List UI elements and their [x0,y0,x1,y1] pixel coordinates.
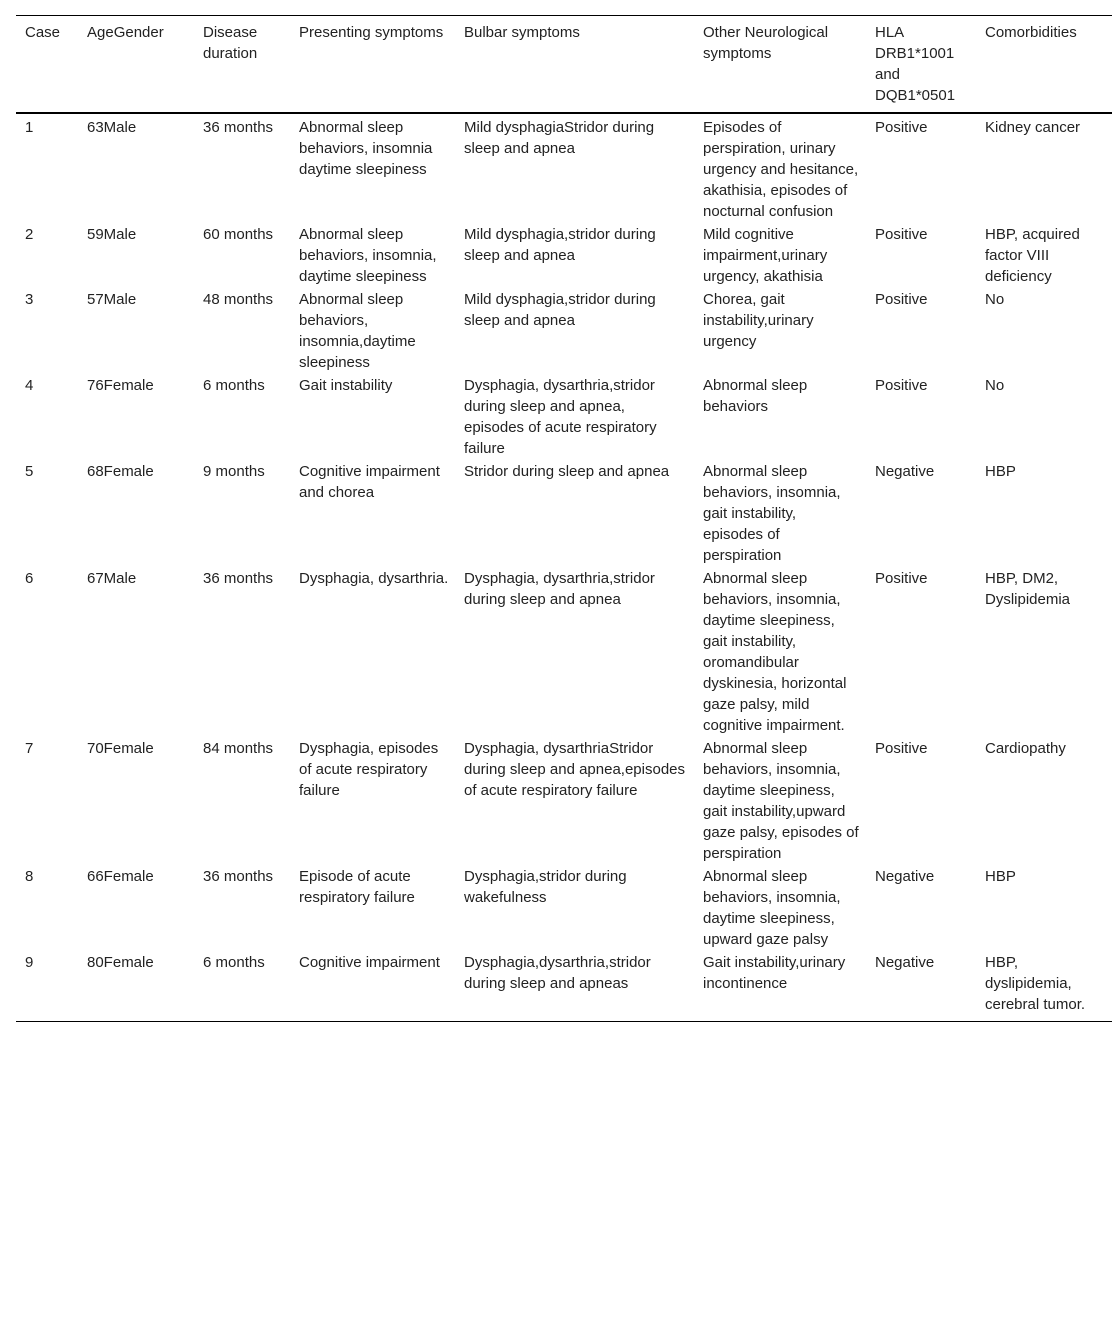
cell-age-gender: 80Female [87,954,154,971]
table-row [16,950,1112,1022]
table-body [16,113,1112,1022]
cell-other-neurological-symptoms: Abnormal sleep behaviors, insomnia, daytime sleepiness, gait instability,upward gaze palsy, episodes of perspiration [703,740,859,862]
cell-other-neurological-symptoms: Abnormal sleep behaviors [703,377,808,415]
table-row [16,113,1112,222]
header-hla: HLA DRB1*1001 and DQB1*0501 [875,24,956,104]
cell-hla: Positive [875,740,928,757]
cell-other-neurological-symptoms: Abnormal sleep behaviors, insomnia, gait instability, episodes of perspiration [703,463,841,564]
header-comorbidities: Comorbidities [985,24,1077,41]
cell-presenting-symptoms: Abnormal sleep behaviors, insomnia, daytime sleepiness [299,226,437,285]
cell-case: 8 [25,868,34,885]
header-presenting-symptoms: Presenting symptoms [299,24,444,41]
table-header [16,16,1112,114]
cell-case: 2 [25,226,34,243]
cell-other-neurological-symptoms: Abnormal sleep behaviors, insomnia, daytime sleepiness, upward gaze palsy [703,868,841,948]
cell-age-gender: 70Female [87,740,154,757]
cell-comorbidities: Cardiopathy [985,740,1066,757]
header-other-neurological-symptoms: Other Neurological symptoms [703,24,829,62]
cell-disease-duration: 60 months [203,226,274,243]
cell-disease-duration: 6 months [203,954,265,971]
cell-bulbar-symptoms: Dysphagia, dysarthria,stridor during sleep and apnea, episodes of acute respiratory failure [464,377,657,457]
header-bulbar-symptoms: Bulbar symptoms [464,24,580,41]
cell-age-gender: 57Male [87,291,137,308]
cell-other-neurological-symptoms: Episodes of perspiration, urinary urgency and hesitance, akathisia, episodes of nocturnal confusion [703,119,859,220]
cell-comorbidities: HBP, dyslipidemia, cerebral tumor. [985,954,1086,1013]
cell-bulbar-symptoms: Stridor during sleep and apnea [464,463,670,480]
cell-presenting-symptoms: Episode of acute respiratory failure [299,868,415,906]
header-case: Case [25,24,61,41]
cell-age-gender: 67Male [87,570,137,587]
cell-bulbar-symptoms: Dysphagia, dysarthria,stridor during sleep and apnea [464,570,655,608]
table-row [16,287,1112,373]
cell-case: 6 [25,570,34,587]
cell-other-neurological-symptoms: Mild cognitive impairment,urinary urgency, akathisia [703,226,828,285]
table-row [16,222,1112,287]
cell-hla: Negative [875,463,935,480]
cell-disease-duration: 36 months [203,570,274,587]
table-row [16,373,1112,459]
cell-other-neurological-symptoms: Gait instability,urinary incontinence [703,954,846,992]
cell-bulbar-symptoms: Mild dysphagia,stridor during sleep and apnea [464,291,656,329]
cell-case: 3 [25,291,34,308]
cell-hla: Positive [875,226,928,243]
cell-comorbidities: HBP, DM2, Dyslipidemia [985,570,1071,608]
cell-hla: Positive [875,291,928,308]
cell-comorbidities: HBP [985,868,1016,885]
cell-bulbar-symptoms: Dysphagia,stridor during wakefulness [464,868,627,906]
cell-case: 1 [25,119,34,136]
table-row [16,864,1112,950]
cell-age-gender: 59Male [87,226,137,243]
cell-other-neurological-symptoms: Chorea, gait instability,urinary urgency [703,291,814,350]
cell-bulbar-symptoms: Mild dysphagia,stridor during sleep and apnea [464,226,656,264]
cell-disease-duration: 36 months [203,868,274,885]
table-row [16,566,1112,736]
cell-disease-duration: 36 months [203,119,274,136]
cell-case: 9 [25,954,34,971]
cell-comorbidities: HBP, acquired factor VIII deficiency [985,226,1080,285]
cell-bulbar-symptoms: Dysphagia,dysarthria,stridor during sleep and apneas [464,954,651,992]
cell-hla: Positive [875,377,928,394]
cell-hla: Positive [875,570,928,587]
clinical-cases-table [16,15,1112,1022]
cell-case: 5 [25,463,34,480]
cell-bulbar-symptoms: Dysphagia, dysarthriaStridor during sleep and apnea,episodes of acute respiratory failure [464,740,686,799]
cell-disease-duration: 6 months [203,377,265,394]
cell-age-gender: 68Female [87,463,154,480]
cell-other-neurological-symptoms: Abnormal sleep behaviors, insomnia, daytime sleepiness, gait instability, oromandibular dyskinesia, horizontal gaze palsy, mild cognitive impairment. [703,570,847,734]
cell-presenting-symptoms: Cognitive impairment [299,954,440,971]
cell-presenting-symptoms: Gait instability [299,377,393,394]
cell-hla: Negative [875,954,935,971]
cell-presenting-symptoms: Abnormal sleep behaviors, insomnia daytime sleepiness [299,119,433,178]
cell-disease-duration: 84 months [203,740,274,757]
cell-presenting-symptoms: Abnormal sleep behaviors, insomnia,daytime sleepiness [299,291,416,371]
cell-case: 4 [25,377,34,394]
cell-comorbidities: No [985,377,1005,394]
cell-hla: Positive [875,119,928,136]
cell-case: 7 [25,740,34,757]
cell-presenting-symptoms: Cognitive impairment and chorea [299,463,440,501]
header-row [16,16,1112,114]
cell-age-gender: 63Male [87,119,137,136]
cell-disease-duration: 48 months [203,291,274,308]
cell-bulbar-symptoms: Mild dysphagiaStridor during sleep and apnea [464,119,655,157]
cell-hla: Negative [875,868,935,885]
header-disease-duration: Disease duration [203,24,258,62]
cell-comorbidities: HBP [985,463,1016,480]
table-row [16,736,1112,864]
cell-disease-duration: 9 months [203,463,265,480]
cell-presenting-symptoms: Dysphagia, episodes of acute respiratory failure [299,740,439,799]
cell-comorbidities: Kidney cancer [985,119,1081,136]
header-age-gender: AgeGender [87,24,164,41]
cell-presenting-symptoms: Dysphagia, dysarthria. [299,570,449,587]
cell-age-gender: 66Female [87,868,154,885]
cell-comorbidities: No [985,291,1005,308]
table-row [16,459,1112,566]
cell-age-gender: 76Female [87,377,154,394]
